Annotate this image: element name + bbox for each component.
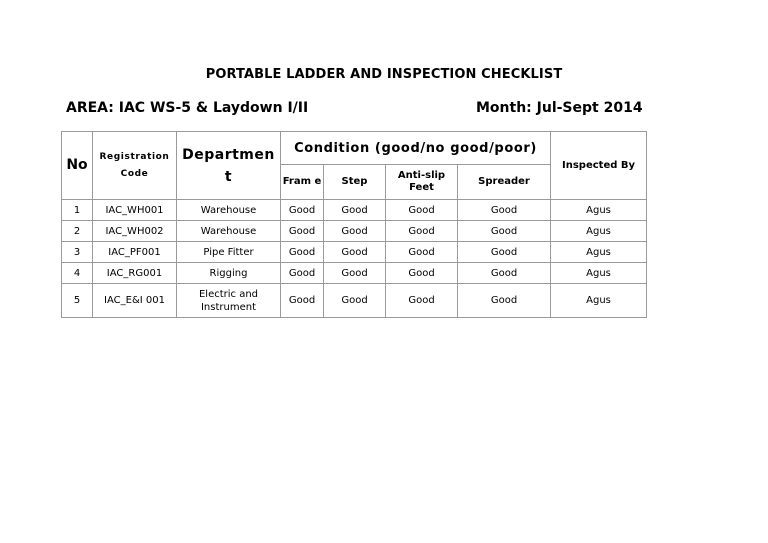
header-registration-code: Registration Code [93, 132, 177, 200]
header-frame: Fram e [281, 165, 324, 200]
cell-anti-slip-feet: Good [386, 284, 458, 318]
cell-registration-code: IAC_WH002 [93, 221, 177, 242]
cell-inspected-by: Agus [551, 200, 647, 221]
header-spreader: Spreader [458, 165, 551, 200]
cell-spreader: Good [458, 200, 551, 221]
cell-anti-slip-feet: Good [386, 200, 458, 221]
cell-anti-slip-feet: Good [386, 242, 458, 263]
cell-no: 2 [62, 221, 93, 242]
header-inspected-by: Inspected By [551, 132, 647, 200]
table-row [62, 242, 647, 263]
cell-spreader: Good [458, 284, 551, 318]
cell-no: 5 [62, 284, 93, 318]
cell-step: Good [324, 200, 386, 221]
cell-frame: Good [281, 284, 324, 318]
header-step: Step [324, 165, 386, 200]
cell-frame: Good [281, 221, 324, 242]
table-row [62, 284, 647, 318]
cell-inspected-by: Agus [551, 284, 647, 318]
cell-department: Warehouse [177, 221, 281, 242]
cell-no: 1 [62, 200, 93, 221]
cell-frame: Good [281, 263, 324, 284]
cell-frame: Good [281, 242, 324, 263]
cell-registration-code: IAC_RG001 [93, 263, 177, 284]
header-condition: Condition (good/no good/poor) [281, 132, 551, 165]
cell-frame: Good [281, 200, 324, 221]
cell-anti-slip-feet: Good [386, 263, 458, 284]
cell-inspected-by: Agus [551, 263, 647, 284]
table-row [62, 263, 647, 284]
header-no: No [62, 132, 93, 200]
table-row [62, 200, 647, 221]
cell-spreader: Good [458, 263, 551, 284]
cell-spreader: Good [458, 242, 551, 263]
header-row [62, 132, 647, 165]
cell-inspected-by: Agus [551, 242, 647, 263]
cell-anti-slip-feet: Good [386, 221, 458, 242]
header-department: Departmen t [177, 132, 281, 200]
cell-department: Pipe Fitter [177, 242, 281, 263]
cell-step: Good [324, 263, 386, 284]
cell-no: 3 [62, 242, 93, 263]
cell-spreader: Good [458, 221, 551, 242]
cell-no: 4 [62, 263, 93, 284]
cell-step: Good [324, 284, 386, 318]
cell-department: Rigging [177, 263, 281, 284]
cell-step: Good [324, 242, 386, 263]
cell-department: Warehouse [177, 200, 281, 221]
checklist-table [61, 131, 647, 318]
table-row [62, 221, 647, 242]
cell-registration-code: IAC_WH001 [93, 200, 177, 221]
month-label: Month: Jul-Sept 2014 [476, 100, 643, 116]
cell-step: Good [324, 221, 386, 242]
cell-registration-code: IAC_E&I 001 [93, 284, 177, 318]
cell-registration-code: IAC_PF001 [93, 242, 177, 263]
area-label: AREA: IAC WS-5 & Laydown I/II [66, 100, 309, 116]
header-anti-slip-feet: Anti-slip Feet [386, 165, 458, 200]
cell-inspected-by: Agus [551, 221, 647, 242]
cell-department: Electric and Instrument [177, 284, 281, 318]
page-title: PORTABLE LADDER AND INSPECTION CHECKLIST [205, 67, 563, 82]
